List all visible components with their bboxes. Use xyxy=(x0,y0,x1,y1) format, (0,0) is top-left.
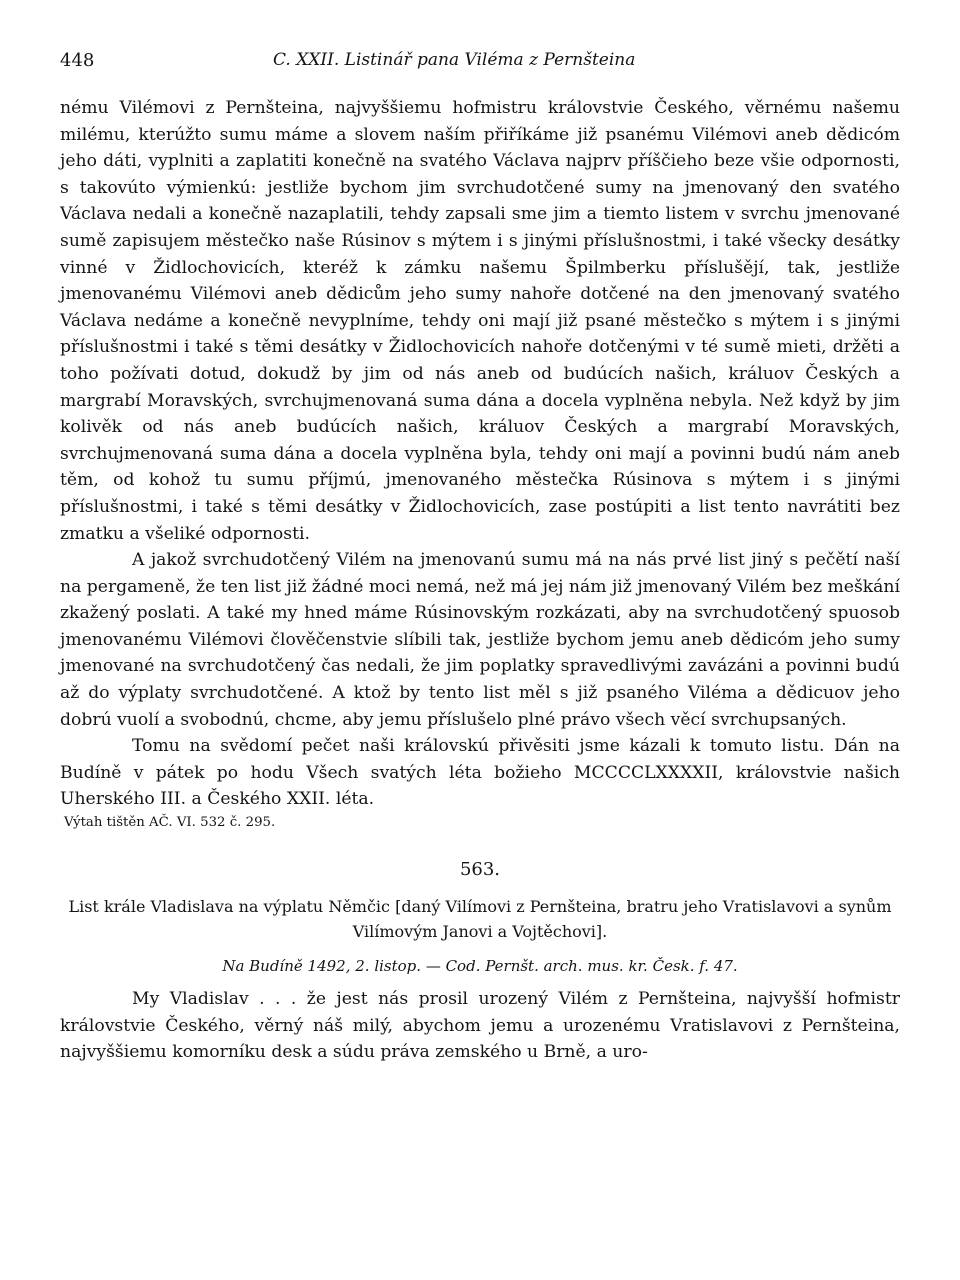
paragraph-dating: Tomu na svědomí pečet naši královskú přivěsiti jsme kázali k tomuto listu. Dán na Budíně v pátek po hodu Všech svatých léta božieho MCCCCLXXXXII, královstvie našich Uherského III. a Českého XXII. léta. xyxy=(60,736,900,810)
document-text: My Vladislav . . . že jest nás prosil urozený Vilém z Pernšteina, najvyšší hofmistr královstvie Českého, věrný náš milý, abychom jemu a urozenému Vratislavovi z Pernšteina, najvyššiemu komorníku desk a súdu práva zemského u Brně, a uro- xyxy=(60,989,900,1063)
page-body xyxy=(60,95,900,1066)
edition-note: Výtah tištěn AČ. VI. 532 č. 295. xyxy=(64,815,276,831)
document-heading: List krále Vladislava na výplatu Němčic [daný Vilímovi z Pernšteina, bratru jeho Vratislavovi a synům Vilímovým Janovi a Vojtěchovi]. xyxy=(68,896,892,941)
page-number: 448 xyxy=(60,50,95,71)
paragraph-charter: A jakož svrchudotčený Vilém na jmenovanú sumu má na nás prvé list jiný s pečětí naší na pergameně, že ten list již žádné moci nemá, než má jej nám již jmenovaný Vilém bez meškání zkažený poslati. A také my hned máme Rúsinovským rozkázati, aby na svrchudotčený spuosob jmenovanému Vilémovi člověčenstvie slíbili tak, jestliže bychom jemu aneb dědicóm jeho sumy jmenované na svrchudotčený čas nedali, že jim poplatky spravedlivými zavázáni a povinni budú až do výplaty svrchudotčené. A ktož by tento list měl s již psaného Viléma a dědicuov jeho dobrú vuolí a svobodnú, chcme, aby jemu příslušelo plné právo všech věcí svrchupsaných. xyxy=(60,550,900,730)
paragraph-continuation: nému Vilémovi z Pernšteina, najvyššiemu hofmistru královstvie Českého, věrnému našemu milému, kterúžto sumu máme a slovem naším přiříkáme již psanému Vilémovi aneb dědicóm jeho dáti, vyplniti a zaplatiti konečně na svatého Václava najprv příščieho beze všie odpornosti, s takovúto výmienkú: jestliže bychom jim svrchudotčené sumy na jmenovaný den svatého Václava nedali a konečně nazaplatili, tehdy zapsali sme jim a tiemto listem v svrchu jmenované sumě zapisujem městečko naše Rúsinov s mýtem i s jinými příslušnostmi, i také všecky desátky vinné v Židlochovicích, kteréž k zámku našemu Špilmberku příslušějí, tak, jestliže jmenovanému Vilémovi aneb dědicům jeho sumy nahoře dotčené na den jmenovaný svatého Václava nedáme a konečně nevyplníme, tehdy oni mají již psané městečko s mýtem i s jinými příslušnostmi i také s těmi desátky v Židlochovicích nahoře dotčenými v té sumě mieti, držěti a toho požívati dotud, dokudž by jim od nás aneb od budúcích našich, králuov Českých a margrabí Moravských, svrchujmenovaná suma dána a docela vyplněna nebyla. Než když by jim kolivěk od nás aneb budúcích našich, králuov Českých a margrabí Moravských, svrchujmenovaná suma dána a docela vyplněna byla, tehdy oni mají a povinni budú nám aneb těm, od kohož tu sumu příjmú, jmenovaného městečka Rúsinova s mýtem i s jinými příslušnostmi, i také s těmi desátky v Židlochovicích, zase postúpiti a list tento navrátiti bez zmatku a všeliké odpornosti. xyxy=(60,98,900,544)
running-title: C. XXII. Listinář pana Viléma z Pernšteina xyxy=(273,50,636,70)
document-source: Na Budíně 1492, 2. listop. — Cod. Pernšt. arch. mus. kr. Česk. f. 47. xyxy=(222,956,738,975)
document-number: 563. xyxy=(459,859,501,881)
page-header xyxy=(60,50,900,74)
